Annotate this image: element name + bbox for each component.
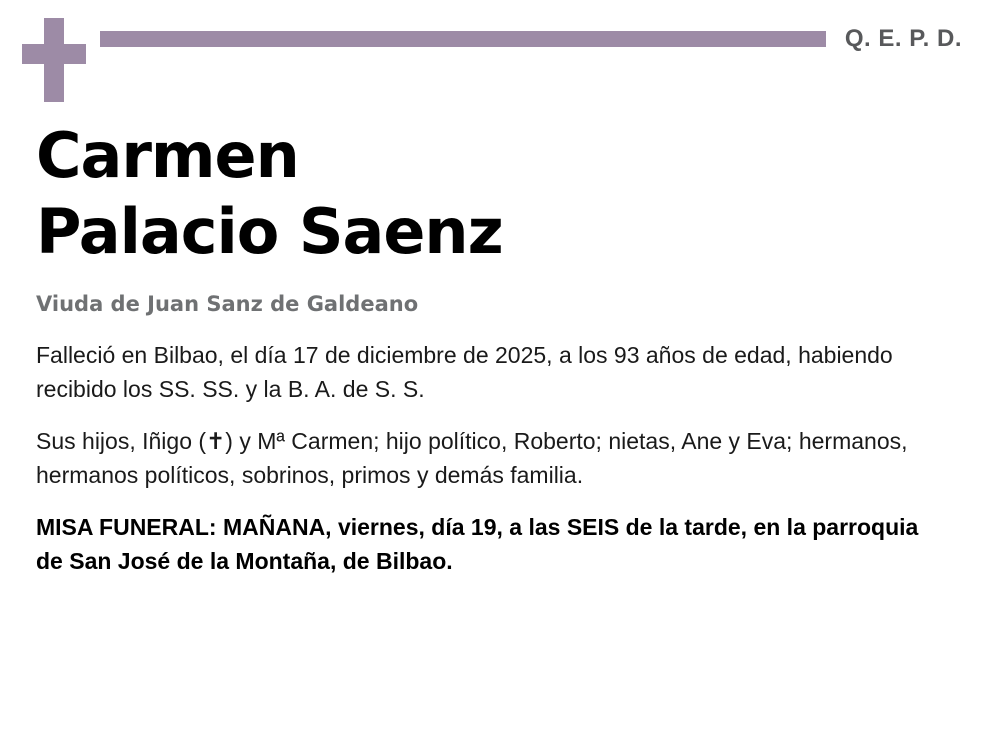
cross-horizontal-bar [22,44,86,64]
death-info-paragraph: Falleció en Bilbao, el día 17 de diciembre de 2025, a los 93 años de edad, habiendo recibido los SS. SS. y la B. A. de S. S. [36,342,893,402]
deceased-relation: Viuda de Juan Sanz de Galdeano [36,292,419,316]
qepd-label: Q. E. P. D. [844,25,962,52]
obituary-header [22,0,962,104]
deceased-last-name: Palacio Saenz [36,195,503,268]
deceased-name [36,118,984,270]
header-rule [100,31,826,47]
obituary-body [36,290,948,578]
survivors-paragraph: Sus hijos, Iñigo (✝) y Mª Carmen; hijo político, Roberto; nietas, Ane y Eva; hermanos, hermanos políticos, sobrinos, primos y demás familia. [36,428,908,488]
cross-icon [22,18,86,102]
funeral-paragraph: MISA FUNERAL: MAÑANA, viernes, día 19, a las SEIS de la tarde, en la parroquia de San José de la Montaña, de Bilbao. [36,514,919,574]
deceased-first-name: Carmen [36,119,299,192]
